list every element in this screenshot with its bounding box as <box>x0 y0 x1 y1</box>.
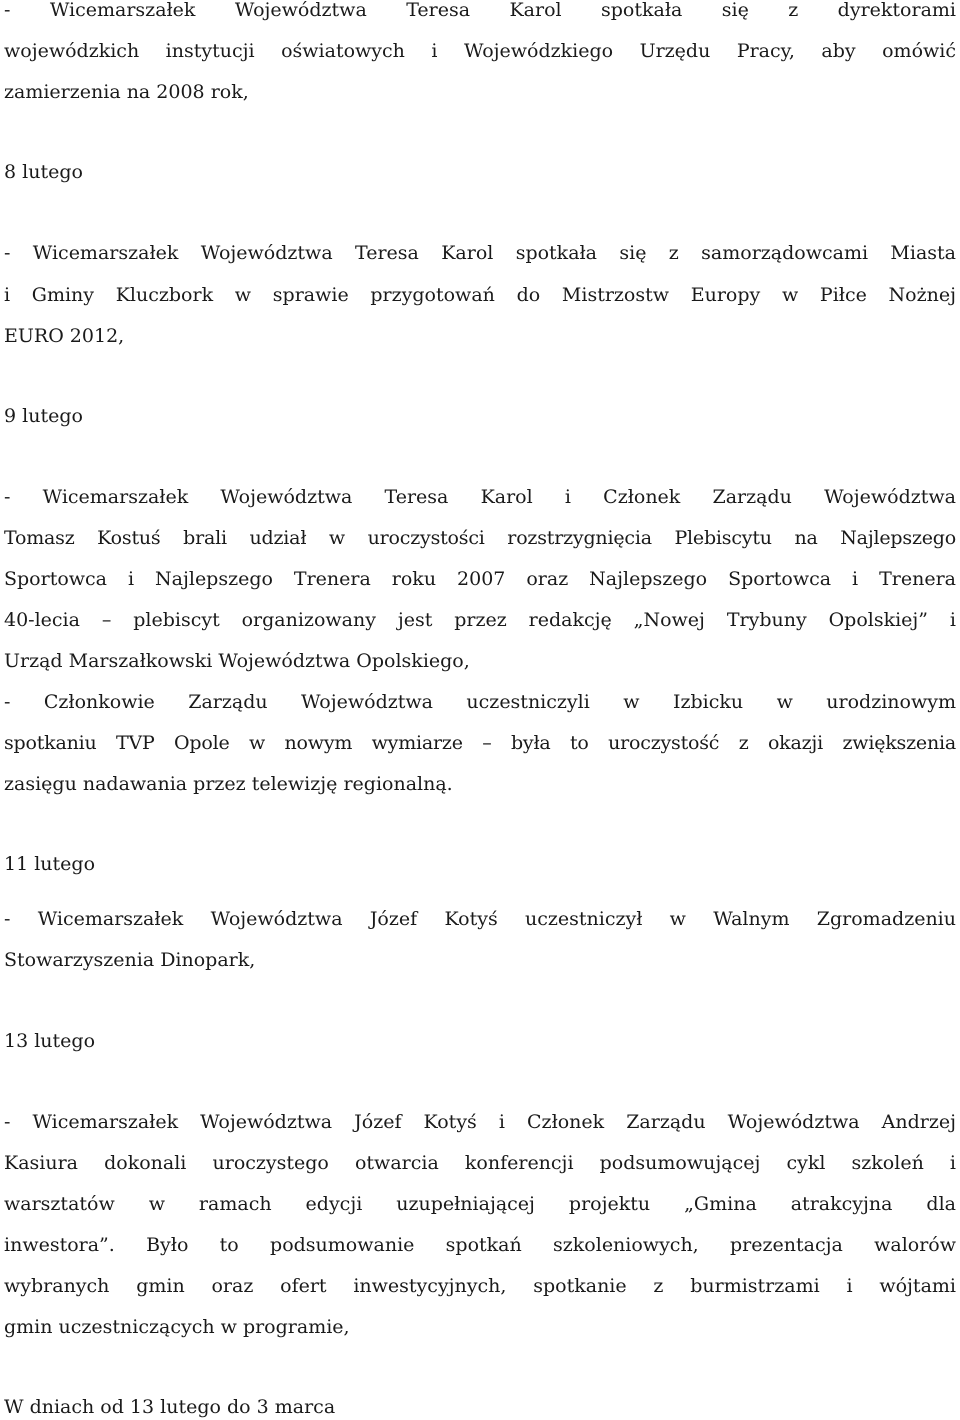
date-heading: 11 lutego <box>4 853 96 875</box>
paragraph-line: Sportowca i Najlepszego Trenera roku 2007 oraz Najlepszego Sportowca i Trenera <box>4 568 956 590</box>
paragraph-line: 40-lecia – plebiscyt organizowany jest przez redakcję „Nowej Trybuny Opolskiej” i <box>4 609 956 631</box>
paragraph-line: Tomasz Kostuś brali udział w uroczystości rozstrzygnięcia Plebiscytu na Najlepszego <box>4 527 956 549</box>
paragraph-line: zamierzenia na 2008 rok, <box>4 81 249 103</box>
date-heading: 8 lutego <box>4 161 83 183</box>
paragraph-line: wojewódzkich instytucji oświatowych i Wojewódzkiego Urzędu Pracy, aby omówić <box>4 40 956 62</box>
paragraph-line: - Wicemarszałek Województwa Teresa Karol spotkała się z dyrektorami <box>4 0 956 21</box>
paragraph-line: EURO 2012, <box>4 325 125 347</box>
paragraph-line: spotkaniu TVP Opole w nowym wymiarze – była to uroczystość z okazji zwiększenia <box>4 732 956 754</box>
paragraph-line: zasięgu nadawania przez telewizję regionalną. <box>4 773 453 795</box>
paragraph-line: Kasiura dokonali uroczystego otwarcia konferencji podsumowującej cykl szkoleń i <box>4 1152 956 1174</box>
paragraph-line: wybranych gmin oraz ofert inwestycyjnych, spotkanie z burmistrzami i wójtami <box>4 1275 956 1297</box>
paragraph-line: - Wicemarszałek Województwa Józef Kotyś uczestniczył w Walnym Zgromadzeniu <box>4 908 956 930</box>
paragraph-line: - Wicemarszałek Województwa Teresa Karol spotkała się z samorządowcami Miasta <box>4 242 956 264</box>
date-heading: 9 lutego <box>4 405 83 427</box>
paragraph-line: - Wicemarszałek Województwa Teresa Karol i Członek Zarządu Województwa <box>4 486 956 508</box>
paragraph-line: Urząd Marszałkowski Województwa Opolskiego, <box>4 650 470 672</box>
date-heading: W dniach od 13 lutego do 3 marca <box>4 1396 336 1418</box>
date-heading: 13 lutego <box>4 1030 96 1052</box>
paragraph-line: - Wicemarszałek Województwa Józef Kotyś i Członek Zarządu Województwa Andrzej <box>4 1111 956 1133</box>
paragraph-line: i Gminy Kluczbork w sprawie przygotowań do Mistrzostw Europy w Piłce Nożnej <box>4 284 956 306</box>
paragraph-line: gmin uczestniczących w programie, <box>4 1316 350 1338</box>
paragraph-line: Stowarzyszenia Dinopark, <box>4 949 256 971</box>
paragraph-line: warsztatów w ramach edycji uzupełniającej projektu „Gmina atrakcyjna dla <box>4 1193 956 1215</box>
paragraph-line: inwestora”. Było to podsumowanie spotkań szkoleniowych, prezentacja walorów <box>4 1234 956 1256</box>
paragraph-line: - Członkowie Zarządu Województwa uczestniczyli w Izbicku w urodzinowym <box>4 691 956 713</box>
